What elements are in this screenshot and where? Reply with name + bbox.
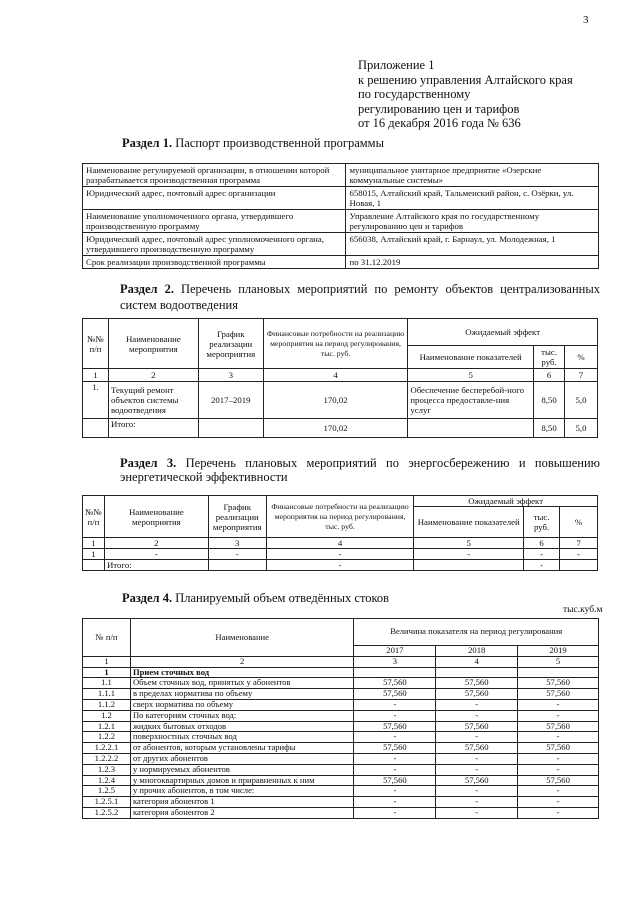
section3-title: Перечень плановых мероприятий по энергосбережению и повышению энергетической эффективности: [120, 456, 601, 484]
row-number: 1.2.2.2: [83, 753, 131, 764]
cell-name: Текущий ремонт объектов системы водоотведения: [108, 382, 198, 419]
row-name: категория абонентов 1: [130, 797, 354, 808]
page-number: 3: [583, 14, 589, 26]
col-number: 7: [565, 369, 598, 382]
col-number: 2: [104, 538, 208, 549]
value-2019: -: [518, 732, 599, 743]
cell-rub: -: [524, 549, 560, 560]
passport-value: 656038, Алтайский край, г. Барнаул, ул. Молодежная, 1: [346, 233, 599, 256]
value-2017: 57,560: [354, 743, 436, 754]
col-number: 4: [436, 656, 518, 667]
row-number: 1.2.2: [83, 732, 131, 743]
col-number: 3: [208, 538, 266, 549]
value-2017: -: [354, 807, 436, 818]
value-2018: -: [436, 699, 518, 710]
table-row: [83, 807, 599, 818]
row-number: 1.2.5.2: [83, 807, 131, 818]
table-row: [83, 699, 599, 710]
table-row: [83, 743, 599, 754]
row-name: Объем сточных вод, принятых у абонентов: [130, 678, 354, 689]
cell-num: 1.: [83, 382, 109, 419]
col-header-num: №№ п/п: [83, 319, 109, 369]
col-header-rub: тыс. руб.: [524, 507, 560, 538]
total-finance: 170,02: [263, 419, 408, 438]
value-2018: 57,560: [436, 743, 518, 754]
table-row: [83, 753, 599, 764]
value-2018: -: [436, 732, 518, 743]
section4-title: Планируемый объем отведённых стоков: [175, 591, 390, 605]
appendix-line: к решению управления Алтайского края: [358, 72, 573, 87]
value-2019: -: [518, 786, 599, 797]
table-row: [83, 164, 599, 187]
energy-table: [82, 495, 598, 571]
total-finance: -: [266, 560, 414, 571]
table-row: [83, 667, 599, 678]
passport-label: Наименование уполномоченного органа, утвердившего производственную программу: [83, 210, 346, 233]
col-header-pct: %: [560, 507, 598, 538]
total-row: [83, 419, 598, 438]
row-number: 1.2.3: [83, 764, 131, 775]
value-2017: -: [354, 797, 436, 808]
value-2017: 57,560: [354, 678, 436, 689]
row-name: Прием сточных вод: [130, 667, 354, 678]
passport-value: 658015, Алтайский край, Тальменский район, с. Озёрки, ул. Новая, 1: [346, 187, 599, 210]
table-row: [83, 732, 599, 743]
cell-rub: 8,50: [534, 382, 565, 419]
total-label: Итого:: [104, 560, 208, 571]
col-header-schedule: График реализации мероприятия: [198, 319, 263, 369]
wastewater-body: [83, 667, 599, 818]
col-number: 1: [83, 538, 105, 549]
passport-value: по 31.12.2019: [346, 256, 599, 269]
cell-num: 1: [83, 549, 105, 560]
col-header-effect: Ожидаемый эффект: [414, 496, 598, 507]
value-2018: -: [436, 786, 518, 797]
appendix-line: от 16 декабря 2016 года № 636: [358, 116, 521, 130]
table-row: [83, 775, 599, 786]
value-2019: -: [518, 764, 599, 775]
column-number-row: [83, 538, 598, 549]
col-header-rub: тыс. руб.: [534, 346, 565, 369]
section2-number: Раздел 2.: [120, 282, 174, 296]
table-row: [83, 689, 599, 700]
cell-finance: -: [266, 549, 414, 560]
cell-indicator: Обеспечение бесперебой-ного процесса предоставле-ния услуг: [408, 382, 534, 419]
value-2019: -: [518, 807, 599, 818]
col-number: 7: [560, 538, 598, 549]
total-row: [83, 560, 598, 571]
section4-number: Раздел 4.: [122, 591, 173, 605]
section1-heading: [122, 136, 384, 151]
table-header-row: [83, 496, 598, 507]
row-name: у прочих абонентов, в том числе:: [130, 786, 354, 797]
value-2017: -: [354, 753, 436, 764]
value-2018: -: [436, 764, 518, 775]
value-2017: [354, 667, 436, 678]
section4-heading: [122, 591, 389, 606]
unit-label: тыс.куб.м: [563, 605, 603, 615]
value-2019: 57,560: [518, 775, 599, 786]
section3-heading: [120, 456, 600, 484]
section2-title: Перечень плановых мероприятий по ремонту объектов централизованных систем водоотведения: [120, 282, 600, 312]
table-row: [83, 786, 599, 797]
row-name: у нормируемых абонентов: [130, 764, 354, 775]
row-number: 1.2.4: [83, 775, 131, 786]
col-number: 6: [534, 369, 565, 382]
value-2018: 57,560: [436, 678, 518, 689]
table-row: [83, 764, 599, 775]
col-header-name: Наименование мероприятия: [104, 496, 208, 538]
col-number: 1: [83, 656, 131, 667]
value-2017: 57,560: [354, 721, 436, 732]
value-2019: -: [518, 797, 599, 808]
value-2017: -: [354, 732, 436, 743]
passport-value: Управление Алтайского края по государственному регулированию цен и тарифов: [346, 210, 599, 233]
table-row: [83, 210, 599, 233]
value-2017: -: [354, 710, 436, 721]
table-header-row: [83, 319, 598, 346]
col-number: 4: [263, 369, 408, 382]
cell-schedule: 2017–2019: [198, 382, 263, 419]
passport-label: Юридический адрес, почтовый адрес уполномоченного органа, утвердившего производственную программу: [83, 233, 346, 256]
passport-label: Юридический адрес, почтовый адрес организации: [83, 187, 346, 210]
row-name: поверхностных сточных вод: [130, 732, 354, 743]
passport-label: Срок реализации производственной программы: [83, 256, 346, 269]
col-header-name: Наименование: [130, 619, 354, 657]
col-header-indicator: Наименование показателей: [408, 346, 534, 369]
wastewater-table: [82, 618, 599, 819]
table-row: [83, 187, 599, 210]
col-number: 2: [108, 369, 198, 382]
row-name: жидких бытовых отходов: [130, 721, 354, 732]
col-number: 6: [524, 538, 560, 549]
value-2018: -: [436, 797, 518, 808]
col-number: 5: [518, 656, 599, 667]
table-row: [83, 549, 598, 560]
col-header-finance: Финансовые потребности на реализацию мероприятия на период регулирования, тыс. руб.: [263, 319, 408, 369]
col-header-year: 2017: [354, 646, 436, 657]
value-2019: -: [518, 699, 599, 710]
row-number: 1.2.2.1: [83, 743, 131, 754]
repair-table: [82, 318, 598, 438]
value-2019: 57,560: [518, 743, 599, 754]
passport-value: муниципальное унитарное предприятие «Озерские коммунальные системы»: [346, 164, 599, 187]
col-number: 4: [266, 538, 414, 549]
col-header-year: 2018: [436, 646, 518, 657]
passport-label: Наименование регулируемой организации, в отношении которой разрабатывается производственная программа: [83, 164, 346, 187]
table-row: [83, 382, 598, 419]
section1-number: Раздел 1.: [122, 136, 173, 150]
row-name: категория абонентов 2: [130, 807, 354, 818]
value-2018: 57,560: [436, 721, 518, 732]
row-number: 1.2: [83, 710, 131, 721]
col-header-finance: Финансовые потребности на реализацию мероприятия на период регулирования, тыс. руб.: [266, 496, 414, 538]
row-number: 1.2.5: [83, 786, 131, 797]
row-name: в пределах норматива по объему: [130, 689, 354, 700]
value-2017: -: [354, 764, 436, 775]
col-header-pct: %: [565, 346, 598, 369]
table-row: [83, 797, 599, 808]
value-2018: -: [436, 807, 518, 818]
row-number: 1.1: [83, 678, 131, 689]
value-2019: 57,560: [518, 721, 599, 732]
row-number: 1: [83, 667, 131, 678]
col-number: 1: [83, 369, 109, 382]
section2-heading: [120, 281, 600, 313]
column-number-row: [83, 369, 598, 382]
col-header-num: №№ п/п: [83, 496, 105, 538]
table-row: [83, 256, 599, 269]
table-header-row: [83, 619, 599, 646]
row-name: По категориям сточных вод:: [130, 710, 354, 721]
col-number: 2: [130, 656, 354, 667]
col-number: 3: [354, 656, 436, 667]
value-2017: 57,560: [354, 689, 436, 700]
section3-number: Раздел 3.: [120, 456, 177, 470]
col-header-effect: Ожидаемый эффект: [408, 319, 598, 346]
value-2018: -: [436, 710, 518, 721]
cell-indicator: -: [414, 549, 524, 560]
value-2019: -: [518, 710, 599, 721]
value-2018: 57,560: [436, 775, 518, 786]
row-number: 1.2.5.1: [83, 797, 131, 808]
value-2017: 57,560: [354, 775, 436, 786]
cell-finance: 170,02: [263, 382, 408, 419]
appendix-line: регулированию цен и тарифов: [358, 101, 520, 116]
value-2019: 57,560: [518, 689, 599, 700]
row-number: 1.1.1: [83, 689, 131, 700]
appendix-line: Приложение 1: [358, 58, 435, 72]
value-2017: -: [354, 699, 436, 710]
col-header-schedule: График реализации мероприятия: [208, 496, 266, 538]
row-name: у многоквартирных домов и приравненных к ним: [130, 775, 354, 786]
total-pct: 5,0: [565, 419, 598, 438]
value-2018: 57,560: [436, 689, 518, 700]
value-2018: -: [436, 753, 518, 764]
col-header-name: Наименование мероприятия: [108, 319, 198, 369]
appendix-line: по государственному: [358, 87, 471, 101]
cell-pct: 5,0: [565, 382, 598, 419]
value-2017: -: [354, 786, 436, 797]
column-number-row: [83, 656, 599, 667]
appendix-block: [358, 58, 573, 131]
table-row: [83, 233, 599, 256]
total-rub: 8,50: [534, 419, 565, 438]
row-number: 1.1.2: [83, 699, 131, 710]
col-header-year: 2019: [518, 646, 599, 657]
cell-pct: -: [560, 549, 598, 560]
value-2019: [518, 667, 599, 678]
total-pct: [560, 560, 598, 571]
section1-title: Паспорт производственной программы: [175, 136, 384, 150]
col-header-num: № п/п: [83, 619, 131, 657]
col-header-indicator: Наименование показателей: [414, 507, 524, 538]
total-label: Итого:: [108, 419, 198, 438]
cell-schedule: -: [208, 549, 266, 560]
row-name: от других абонентов: [130, 753, 354, 764]
table-row: [83, 678, 599, 689]
value-2019: 57,560: [518, 678, 599, 689]
value-2018: [436, 667, 518, 678]
col-number: 5: [408, 369, 534, 382]
row-name: от абонентов, которым установлены тарифы: [130, 743, 354, 754]
col-number: 3: [198, 369, 263, 382]
passport-table: [82, 163, 599, 269]
table-row: [83, 721, 599, 732]
row-name: сверх норматива по объему: [130, 699, 354, 710]
row-number: 1.2.1: [83, 721, 131, 732]
col-number: 5: [414, 538, 524, 549]
cell-name: -: [104, 549, 208, 560]
total-rub: -: [524, 560, 560, 571]
value-2019: -: [518, 753, 599, 764]
table-row: [83, 710, 599, 721]
col-header-value: Величина показателя на период регулирования: [354, 619, 599, 646]
